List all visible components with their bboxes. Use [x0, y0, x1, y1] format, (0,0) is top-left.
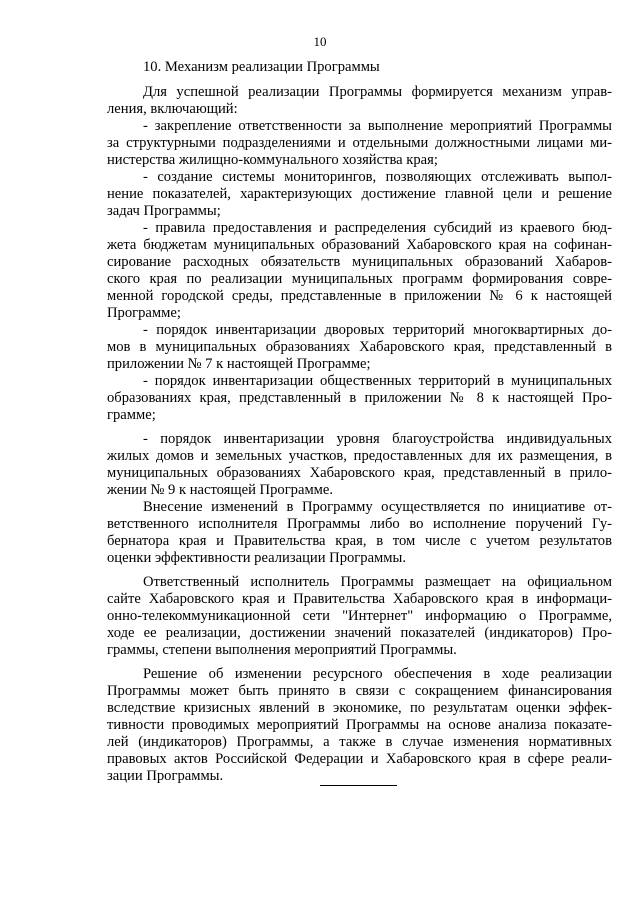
- text-line: образованиях края, представленный в приложении № 8 к настоящей Про-: [107, 390, 612, 406]
- text-line: - порядок инвентаризации дворовых территорий многоквартирных до-: [143, 322, 612, 338]
- text-line: лей (индикаторов) Программы, а также в случае изменения нормативных: [107, 734, 612, 750]
- text-line: Для успешной реализации Программы формируется механизм управ-: [143, 84, 612, 100]
- text-line: Внесение изменений в Программу осуществляется по инициативе от-: [143, 499, 612, 515]
- text-line: Программе;: [107, 305, 181, 321]
- text-line: жении № 9 к настоящей Программе.: [107, 482, 334, 498]
- text-line: ходе ее реализации, достижении значений показателей (индикаторов) Про-: [107, 625, 612, 641]
- text-line: оценки эффективности реализации Программы.: [107, 550, 406, 566]
- text-line: нистерства жилищно-коммунального хозяйства края;: [107, 152, 438, 168]
- text-line: бернатора края и Правительства края, в том числе с учетом результатов: [107, 533, 612, 549]
- page-number: 10: [313, 34, 327, 49]
- text-line: жилых домов и земельных участков, предоставленных для их размещения, в: [107, 448, 612, 464]
- text-line: нение показателей, характеризующих достижение главной цели и решение: [107, 186, 612, 202]
- text-line: - закрепление ответственности за выполнение мероприятий Программы: [143, 118, 612, 134]
- text-line: Программы может быть принято в связи с сокращением финансирования: [107, 683, 612, 699]
- text-line: ветственного исполнителя Программы либо во исполнение поручений Гу-: [107, 516, 612, 532]
- text-line: зации Программы.: [107, 768, 224, 784]
- text-line: муниципальных образованиях Хабаровского края, представленный в прило-: [107, 465, 612, 481]
- section-heading: 10. Механизм реализации Программы: [143, 59, 380, 75]
- text-line: Ответственный исполнитель Программы размещает на официальном: [143, 574, 612, 590]
- text-line: мов в муниципальных образованиях Хабаровского края, представленный в: [107, 339, 612, 355]
- text-line: вследствие кризисных явлений в экономике, по результатам оценки эффек-: [107, 700, 612, 716]
- text-line: - правила предоставления и распределения субсидий из краевого бюд-: [143, 220, 612, 236]
- text-line: менной городской среды, представленные в приложении № 6 к настоящей: [107, 288, 612, 304]
- text-line: граммы, степени выполнения мероприятий Программы.: [107, 642, 457, 658]
- text-line: сирование расходных обязательств муниципальных образований Хабаров-: [107, 254, 612, 270]
- text-line: - создание системы мониторингов, позволяющих отслеживать выпол-: [143, 169, 612, 185]
- text-line: Решение об изменении ресурсного обеспечения в ходе реализации: [143, 666, 612, 682]
- text-line: жета бюджетам муниципальных образований Хабаровского края на софинан-: [107, 237, 612, 253]
- text-line: правовых актов Российской Федерации и Хабаровского края в сфере реали-: [107, 751, 612, 767]
- text-line: - порядок инвентаризации уровня благоустройства индивидуальных: [143, 431, 612, 447]
- text-line: задач Программы;: [107, 203, 221, 219]
- text-line: сайте Хабаровского края и Правительства Хабаровского края в информаци-: [107, 591, 612, 607]
- text-line: онно-телекоммуникационной сети "Интернет" информацию о Программе,: [107, 608, 612, 624]
- closing-rule: [320, 785, 397, 786]
- text-line: - порядок инвентаризации общественных территорий в муниципальных: [143, 373, 612, 389]
- text-line: ления, включающий:: [107, 101, 238, 117]
- text-line: приложении № 7 к настоящей Программе;: [107, 356, 371, 372]
- text-line: грамме;: [107, 407, 156, 423]
- text-line: ского края по реализации муниципальных программ формирования совре-: [107, 271, 612, 287]
- text-line: за структурными подразделениями и отдельными должностными лицами ми-: [107, 135, 612, 151]
- text-line: тивности проводимых мероприятий Программы на основе анализа показате-: [107, 717, 612, 733]
